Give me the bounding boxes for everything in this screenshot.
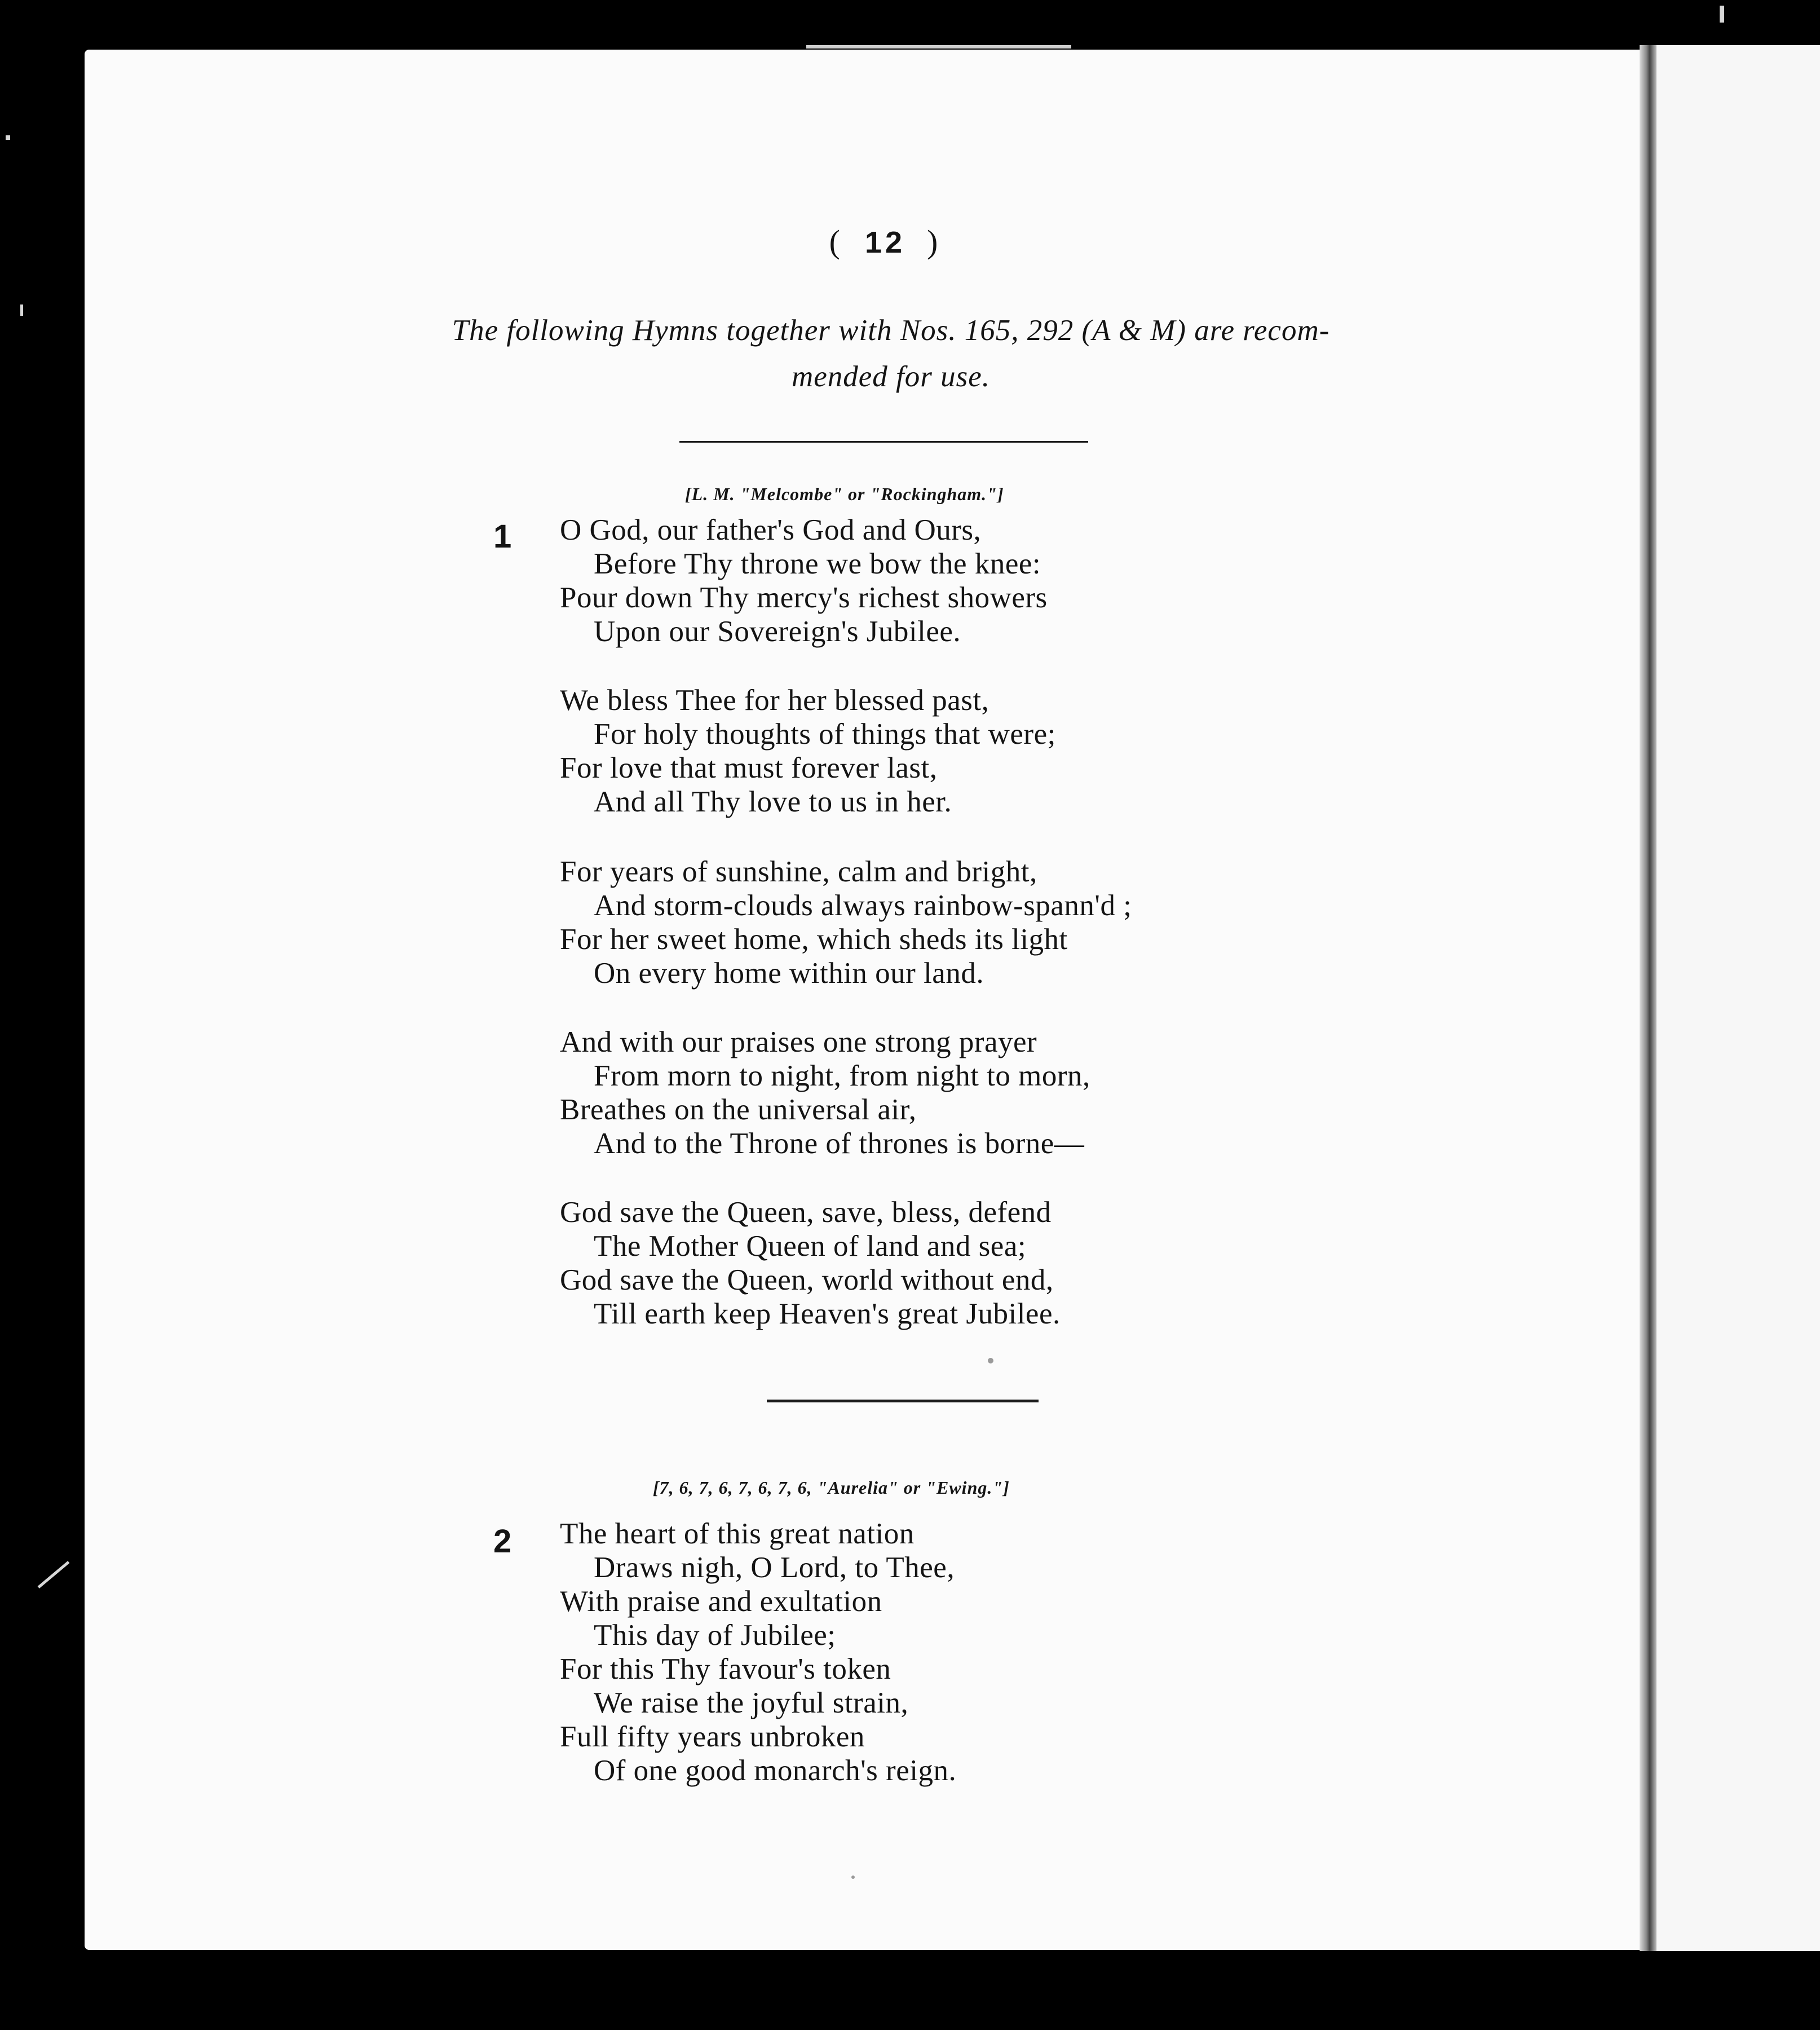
verse-line: Of one good monarch's reign.: [594, 1754, 957, 1787]
verse-line: For love that must forever last,: [560, 752, 938, 784]
verse-line: And to the Throne of thrones is borne—: [594, 1127, 1085, 1160]
verse-line: Breathes on the universal air,: [560, 1093, 917, 1126]
divider-rule: [767, 1400, 1039, 1402]
verse-line: Till earth keep Heaven's great Jubilee.: [594, 1298, 1061, 1330]
verse-line: And storm-clouds always rainbow-spann'd ;: [594, 889, 1132, 922]
stanza: [560, 683, 1056, 819]
verse-line: We bless Thee for her blessed past,: [560, 684, 989, 717]
stanza: [560, 1517, 956, 1788]
stanza: [560, 1025, 1090, 1160]
verse-line: Draws nigh, O Lord, to Thee,: [594, 1551, 955, 1584]
verse-line: God save the Queen, world without end,: [560, 1264, 1054, 1296]
verse-line: And with our praises one strong prayer: [560, 1026, 1037, 1058]
verse-line: O God, our father's God and Ours,: [560, 514, 982, 546]
verse-line: Pour down Thy mercy's richest showers: [560, 581, 1048, 614]
hymn-number: 2: [493, 1523, 512, 1560]
verse-line: God save the Queen, save, bless, defend: [560, 1196, 1052, 1229]
stanza: [560, 513, 1048, 648]
verse-line: With praise and exultation: [560, 1585, 882, 1618]
intro-line-2: mended for use.: [791, 360, 991, 393]
verse-line: This day of Jubilee;: [594, 1619, 836, 1652]
page-number-value: 12: [864, 226, 906, 259]
verse-line: For this Thy favour's token: [560, 1653, 891, 1685]
verse-line: Full fifty years unbroken: [560, 1720, 865, 1753]
intro-note: [361, 307, 1421, 400]
intro-line-1: The following Hymns together with Nos. 165, 292 (A & M) are recom-: [452, 314, 1330, 347]
verse-line: The heart of this great nation: [560, 1517, 915, 1550]
stanza: [560, 1195, 1061, 1331]
verse-line: From morn to night, from night to morn,: [594, 1060, 1090, 1092]
page-number: [767, 223, 1004, 261]
page-number-close: ): [927, 223, 942, 260]
verse-line: Before Thy throne we bow the knee:: [594, 548, 1041, 580]
divider-rule: [679, 441, 1088, 443]
verse-line: The Mother Queen of land and sea;: [594, 1230, 1027, 1263]
tune-note: [7, 6, 7, 6, 7, 6, 7, 6, "Aurelia" or "Ewing."]: [653, 1477, 1010, 1498]
verse-line: Upon our Sovereign's Jubilee.: [594, 615, 961, 648]
tune-note: [L. M. "Melcombe" or "Rockingham."]: [685, 484, 1004, 504]
verse-line: And all Thy love to us in her.: [594, 785, 952, 818]
verse-line: For years of sunshine, calm and bright,: [560, 855, 1037, 888]
verse-line: On every home within our land.: [594, 957, 984, 990]
verse-line: We raise the joyful strain,: [594, 1687, 909, 1719]
ink-dot: [988, 1358, 993, 1363]
verse-line: For holy thoughts of things that were;: [594, 718, 1056, 751]
stanza: [560, 855, 1132, 990]
page-number-open: (: [829, 223, 843, 260]
verse-line: For her sweet home, which sheds its light: [560, 923, 1068, 956]
hymn-number: 1: [493, 518, 512, 555]
ink-dot: [851, 1875, 855, 1879]
